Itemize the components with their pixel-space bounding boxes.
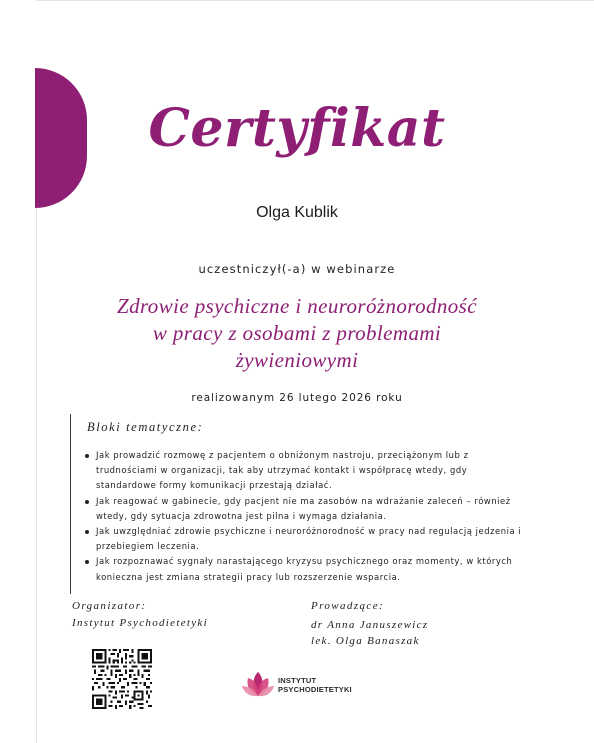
bullet-icon	[85, 530, 89, 534]
leader-name: dr Anna Januszewicz	[311, 619, 429, 631]
organizer-name: Instytut Psychodietetyki	[72, 617, 208, 629]
leaders-names	[311, 617, 428, 649]
list-item	[85, 554, 525, 584]
list-item	[85, 448, 525, 494]
webinar-title-line: żywieniowymi	[235, 348, 359, 372]
institute-logo	[240, 666, 380, 702]
list-item-text: Jak prowadzić rozmowę z pacjentem o obniżonym nastroju, przeciążonym lub z trudnościami w organizacji, tak aby utrzymać kontakt i współpracę wtedy, gdy standardowe formy komunikacji przestają działać.	[96, 450, 469, 491]
webinar-title	[70, 293, 524, 374]
leaders-label: Prowadzące:	[311, 600, 385, 612]
logo-text-line: INSTYTUT	[278, 676, 317, 685]
frame-top-line	[36, 0, 594, 1]
recipient-name: Olga Kublik	[256, 204, 338, 221]
list-item	[85, 494, 525, 524]
webinar-title-line: Zdrowie psychiczne i neuroróżnorodność	[117, 294, 477, 318]
thematic-blocks	[70, 414, 530, 594]
bullet-icon	[85, 454, 89, 458]
qr-code-icon	[92, 649, 152, 709]
organizer-label: Organizator:	[72, 600, 147, 612]
thematic-blocks-list	[85, 448, 525, 585]
logo-text-line: PSYCHODIETETYKI	[278, 685, 352, 694]
list-item-text: Jak reagować w gabinecie, gdy pacjent nie ma zasobów na wdrażanie zaleceń – również wtedy, gdy sytuacja zdrowotna jest pilna i wymaga działania.	[96, 495, 511, 521]
bullet-icon	[85, 500, 89, 504]
list-item-text: Jak uwzględniać zdrowie psychiczne i neuroróżnorodność w pracy nad regulacją jedzenia i przebiegiem leczenia.	[96, 526, 522, 552]
bullet-icon	[85, 560, 89, 564]
list-item	[85, 524, 525, 554]
logo-text	[278, 676, 352, 694]
frame-left-line	[36, 208, 37, 743]
participated-text: uczestniczył(-a) w webinarze	[198, 262, 396, 276]
thematic-blocks-heading: Bloki tematyczne:	[87, 420, 204, 434]
leader-name: lek. Olga Banaszak	[311, 635, 420, 647]
webinar-date: realizowanym 26 lutego 2026 roku	[191, 392, 403, 404]
list-item-text: Jak rozpoznawać sygnały narastającego kryzysu psychicznego oraz momenty, w których konieczna jest zmiana strategii pracy lub rozszerzenie wsparcia.	[96, 556, 513, 582]
lotus-logo-icon	[240, 666, 276, 702]
certificate-title: Certyfikat	[148, 98, 446, 159]
webinar-title-line: w pracy z osobami z problemami	[152, 321, 442, 345]
